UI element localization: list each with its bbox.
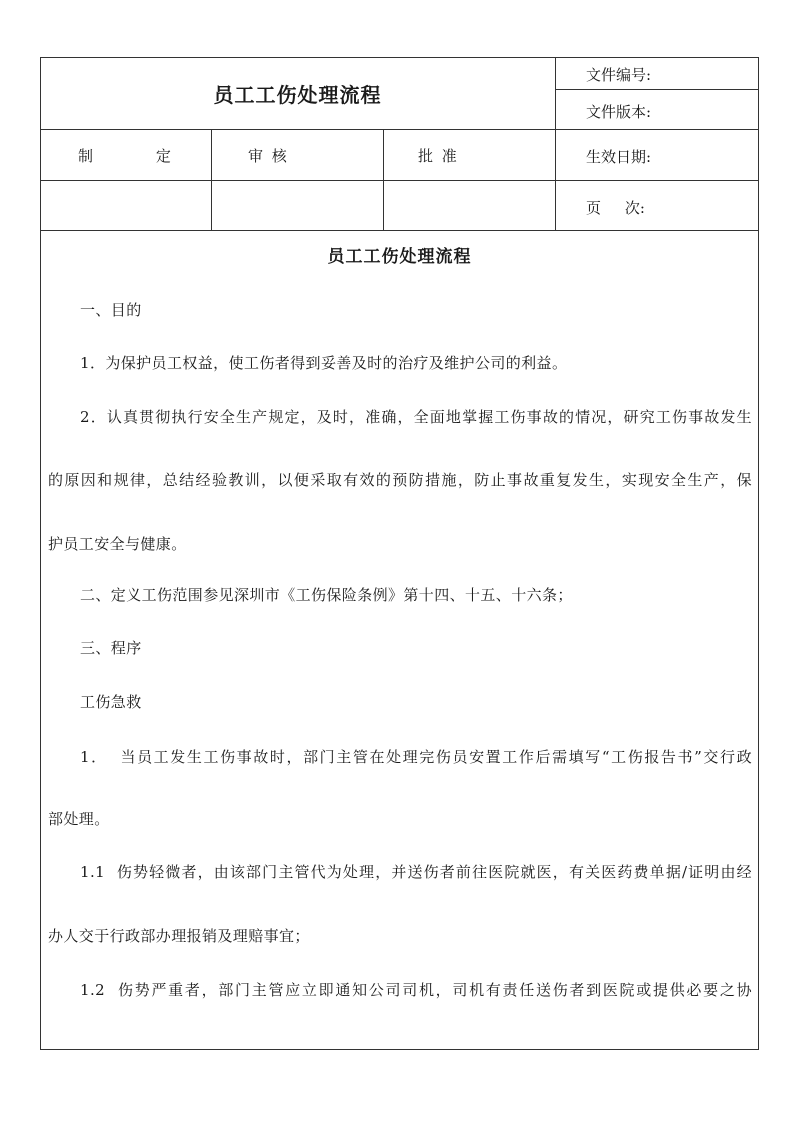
divider: [555, 89, 759, 90]
divider: [383, 129, 384, 230]
paragraph: 护员工安全与健康。: [48, 535, 187, 553]
paragraph: 部处理。: [48, 810, 110, 828]
paragraph: 1.1 伤势轻微者，由该部门主管代为处理，并送伤者前往医院就医，有关医药费单据/证明由经: [80, 863, 752, 881]
paragraph: 的原因和规律，总结经验教训，以便采取有效的预防措施，防止事故重复发生，实现安全生产，保: [48, 471, 752, 489]
paragraph: 2．认真贯彻执行安全生产规定，及时，准确，全面地掌握工伤事故的情况，研究工伤事故发生: [80, 408, 752, 426]
paragraph: 1.2 伤势严重者，部门主管应立即通知公司司机，司机有责任送伤者到医院或提供必要之协: [80, 981, 752, 999]
document-frame: [40, 57, 759, 1050]
reviewed-label: 审 核: [248, 146, 289, 165]
page-label: 页 次:: [586, 199, 645, 217]
approved-label: 批 准: [418, 146, 459, 165]
divider: [40, 230, 759, 231]
body-title: 员工工伤处理流程: [327, 247, 472, 267]
paragraph: 办人交于行政部办理报销及理赔事宜；: [48, 927, 310, 945]
paragraph: 二、定义工伤范围参见深圳市《工伤保险条例》第十四、十五、十六条；: [80, 586, 573, 604]
section-heading: 一、目的: [80, 301, 142, 319]
prepared-label: 制 定: [78, 146, 173, 165]
paragraph: 1．为保护员工权益，使工伤者得到妥善及时的治疗及维护公司的利益。: [80, 354, 568, 372]
doc-version-label: 文件版本:: [586, 103, 652, 121]
document-title: 员工工伤处理流程: [213, 82, 382, 107]
divider: [555, 57, 556, 230]
divider: [40, 180, 759, 181]
divider: [211, 129, 212, 230]
doc-number-label: 文件编号:: [586, 66, 652, 84]
section-heading: 三、程序: [80, 639, 142, 657]
effective-date-label: 生效日期:: [586, 148, 652, 166]
subsection-heading: 工伤急救: [80, 693, 142, 711]
paragraph: 1． 当员工发生工伤事故时，部门主管在处理完伤员安置工作后需填写“工伤报告书”交行政: [80, 748, 752, 766]
